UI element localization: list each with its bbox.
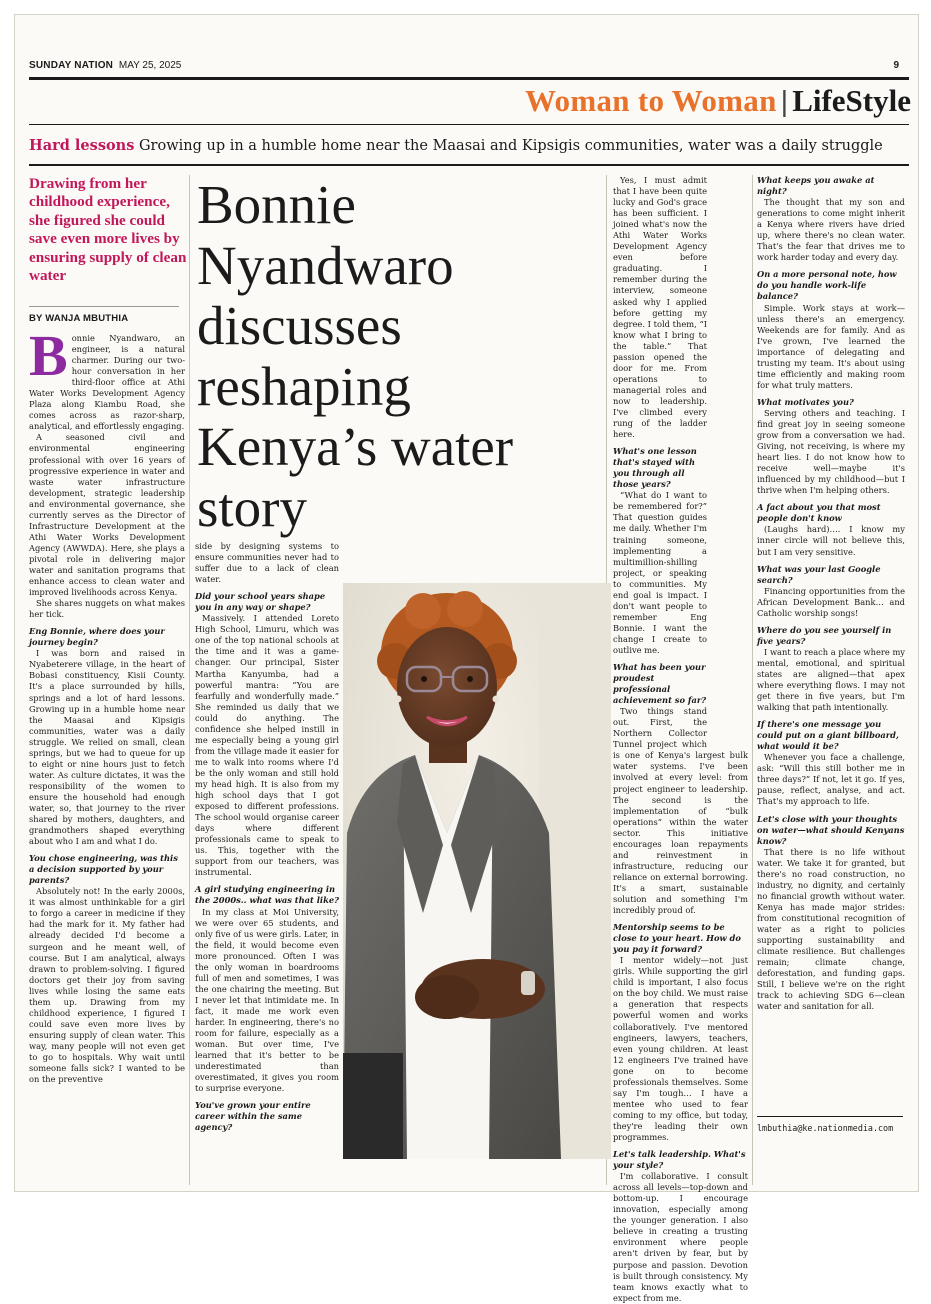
article-column-4 (757, 175, 905, 1175)
section-title: Woman to Woman (524, 83, 777, 118)
folio-line (29, 60, 909, 76)
interview-answer: I'm collaborative. I consult across all levels—top-down and bottom-up. I encourage innovation, especially among the younger generation. I also believe in creating a trusting environment where people aren't driven by fear, but by purpose and passion. Devotion is built through consistency. My team knows exactly what to expect from me. (613, 1171, 748, 1303)
article-column-2 (195, 541, 339, 1183)
interview-answer: “What do I want to be remembered for?” That question guides me daily. Whether I'm training someone, implementing a multimillion-shilling project, or speaking to communities. My end goal is impact. I don't want people to remember Eng Bonnie. I want the change I create to outlive me. (613, 490, 707, 655)
interview-question: What keeps you awake at night? (757, 175, 875, 197)
interview-question: You've grown your entire career within the same agency? (195, 1100, 311, 1133)
intro-text: onnie Nyandwaro, an engineer, is a natural charmer. During our two-hour conversation in her third-floor office at Athi Water Works Development Agency Plaza along Kiambu Road, she comes across as razor-sharp, analytical, and effortlessly engaging. (29, 333, 185, 432)
author-email: lmbuthia@ke.nationmedia.com (757, 1123, 894, 1133)
column-divider (752, 175, 753, 1185)
byline: BY WANJA MBUTHIA (29, 313, 129, 324)
portrait-image (343, 583, 611, 1159)
section-header (435, 83, 911, 123)
body-paragraph: A seasoned civil and environmental engineering professional with over 16 years of progressive experience in water and waste water infrastructure development, strategic leadership and environmental governance, she currently serves as the Director of Infrastructure Development at the Athi Water Works Development Agency (AWWDA). Here, she plays a pivotal role in delivering major water and sanitation programs that enhance access to clean water and improved livelihoods across Kenya. (29, 432, 185, 598)
interview-question: What motivates you? (757, 396, 854, 407)
interview-answer: Financing opportunities from the African Development Bank… and Catholic worship songs! (757, 585, 905, 618)
interview-question: Eng Bonnie, where does your journey begin? (29, 626, 165, 648)
section-name: LifeStyle (792, 83, 911, 118)
header-rule (29, 124, 909, 125)
interview-answer: The thought that my son and generations to come might inherit a Kenya where rivers have dried up, where there's no clean water. That's the fear that drives me to work harder today and every day. (757, 197, 905, 263)
teaser-rule (29, 164, 909, 166)
body-paragraph: side by designing systems to ensure communities never had to suffer due to a lack of clean water. (195, 541, 339, 585)
column-divider (189, 175, 190, 1185)
interview-answer: I was born and raised in Nyabeterere village, in the heart of Bobasi constituency, Kisii County. It's a place surrounded by hills, springs and a lot of hard lessons. Growing up in a humble home near the Maasai and Kipsigis communities, water was a daily struggle. We relied on small, clean springs, but we had to queue for up to eight or nine hours just to fetch water. As culture dictates, it was the responsibility of the women to ensure the household had enough water, so, that journey to the river shared by mothers, daughters, and grandmothers shaped everything about who I am and what I do. (29, 648, 185, 847)
body-paragraph: She shares nuggets on what makes her tick. (29, 598, 185, 620)
interview-answer: (Laughs hard)…. I know my inner circle will not believe this, but I am very sensitive. (757, 524, 905, 557)
text-wrap-spacer (707, 525, 748, 743)
teaser-line (29, 137, 919, 161)
interview-answer: Yes, I must admit that I have been quite lucky and God's grace has been sufficient. I joined what's now the Athi Water Works Development Agency even before graduating. I remember during the interview, someone asked why I applied before getting my degree. I told them, “I know what I bring to the table.” That passion opened the door for me. From operations to managerial roles and now to leadership. I've climbed every rung of the ladder here. (613, 175, 707, 440)
interview-answer: Massively. I attended Loreto High School, Limuru, which was one of the top national schools at the time and it was a game-changer. Our principal, Sister Martha Kanyumba, had a powerful mantra: “You are fearfully and wonderfully made.” She reminded us daily that we could do anything. The confidence she helped instill in me especially being a young girl from the village made it easier for me to walk into rooms where I'd be the only woman and still hold my head high. It is also from my high school days that I got exposed to different professions. The school would organise career days where different professionals came to speak to us. This, together with the support from our teachers, was instrumental. (195, 613, 339, 878)
interview-answer: In my class at Moi University, we were over 65 students, and only five of us were girls. Later, in the field, it would become even more pronounced. Often I was the only woman in boardrooms full of men and sometimes, I was the one chairing the meeting. But I never let that intimidate me. In fact, it made me work even harder. In engineering, there's no room for failure, especially as a woman. But over time, I've learned that it's better to be underestimated than overestimated, it gives you room to surprise everyone. (195, 906, 339, 1094)
teaser-text: Growing up in a humble home near the Maasai and Kipsigis communities, water was a daily struggle (138, 138, 883, 154)
drop-cap: B (29, 323, 68, 388)
publication-date: MAY 25, 2025 (118, 60, 182, 71)
teaser-label: Hard lessons (29, 137, 135, 154)
interview-answer: That there is no life without water. We take it for granted, but there's no road construction, no industry, no dignity, and certainly no financial growth without water. Kenya has made major strides: from constitutional recognition of water as a right to policies supporting sustainability and climate resilience. But challenges remain; climate change, deforestation, and funding gaps. Still, I believe we're on the right track to achieving SDG 6—clean water and sanitation for all. (757, 846, 905, 1012)
interview-answer: I mentor widely—not just girls. While supporting the girl child is important, I also focus on the boy child. We must raise a generation that respects powerful women and works collaboratively. I've mentored engineers, lawyers, teachers, even young children. At least 12 engineers I've trained have gone on to become professionals themselves. Some say I'm tough… I have a mentee who used to fear coming to my office, but today, they're leading their own programmes. (613, 955, 748, 1142)
interview-answer: Simple. Work stays at work—unless there's an emergency. Weekends are for family. And as I've grown, I've learned the importance of delegating and trusting my team. It's about using time efficiently and making room for what truly matters. (757, 302, 905, 390)
intro-paragraph (29, 323, 185, 432)
email-rule (757, 1116, 903, 1117)
interview-answer: Two things stand out. First, the Northern Collector Tunnel project which is one of Kenya's largest bulk water systems. I've been involved at every level: from project engineer to leadership. The second is the implementation of “bulk operations” within the water sector. This initiative encourages loan repayments and reinvestment in infrastructure, reducing our reliance on external borrowing. It's a smart, sustainable solution and something I'm incredibly proud of. (613, 706, 748, 916)
interview-question: On a more personal note, how do you handle work-life balance? (757, 269, 897, 302)
interview-answer: Absolutely not! In the early 2000s, it was almost unthinkable for a girl to forgo a career in medicine if they had the mark for it. My father had already decided I'd become a surgeon and he meant well, of course. But I am analytical, always drawn to problem-solving. I figured doctors get their joy from saving lives while losing the same eats them up. Drawing from my childhood experience, I figured I could save even more lives by ensuring supply of clean water. This way, many people will not even get to go to hospitals. Why wait until someone falls sick? I wanted to be on the preventive (29, 886, 185, 1085)
portrait-photo (343, 583, 611, 1159)
publication-name: SUNDAY NATION (29, 60, 114, 71)
interview-question: Let's close with your thoughts on water—what should Kenyans know? (757, 813, 905, 846)
interview-answer: I want to reach a place where my mental, emotional, and spiritual states are aligned—that apex where everything flows. I may not get there in five years, but I'm walking that path intentionally. (757, 646, 905, 713)
interview-question: A girl studying engineering in the 2000s.. what was that like? (195, 884, 339, 906)
byline-rule (29, 306, 179, 307)
interview-question: Mentorship seems to be close to your heart. How do you pay it forward? (613, 922, 741, 955)
section-separator: | (780, 86, 789, 118)
article-column-1 (29, 323, 185, 1183)
interview-question: What's one lesson that's stayed with you through all those years? (613, 446, 697, 490)
newspaper-page (14, 14, 919, 1303)
page-number: 9 (893, 60, 899, 71)
interview-question: Where do you see yourself in five years? (757, 624, 892, 646)
pull-quote: Drawing from her childhood experience, she figured she could save even more lives by ensuring supply of clean water (29, 175, 187, 285)
headline: Bonnie Nyandwaro discusses reshaping Kenya’s water story (197, 174, 514, 538)
article-column-3 (613, 175, 748, 1303)
interview-answer: Whenever you face a challenge, ask: “Will this still bother me in three days?” If not, let it go. If yes, pause, reflect, analyse, and act. That's my approach to life. (757, 752, 905, 807)
interview-question: Let's talk leadership. What's your style? (613, 1149, 746, 1171)
interview-question: What has been your proudest professional achievement so far? (613, 662, 707, 706)
interview-question: A fact about you that most people don't know (757, 502, 881, 524)
interview-question: What was your last Google search? (757, 563, 881, 585)
interview-question: You chose engineering, was this a decision supported by your parents? (29, 853, 178, 886)
top-rule (29, 77, 909, 80)
interview-answer: Serving others and teaching. I find great joy in seeing someone grow from a conversation we had. Giving, not receiving, is where my heart lies. I do not know how to receive well—maybe it's influenced by my childhood—but I thrive when I'm helping others. (757, 407, 905, 496)
interview-question: If there's one message you could put on a giant billboard, what would it be? (757, 719, 899, 752)
interview-question: Did your school years shape you in any way or shape? (195, 591, 326, 613)
